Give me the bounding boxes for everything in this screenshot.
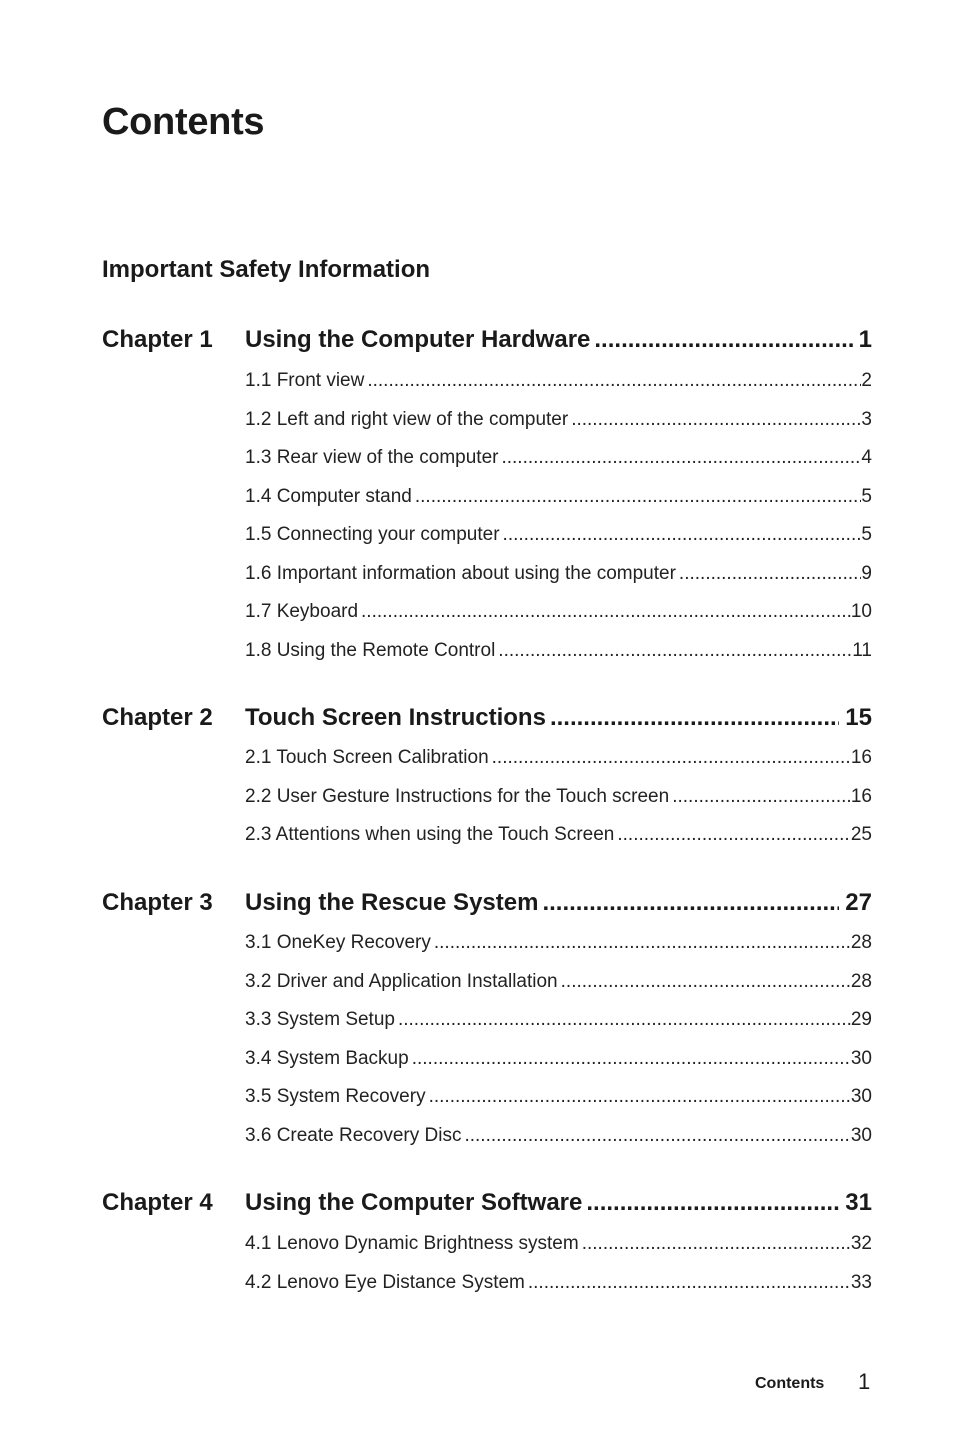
toc-section-entry[interactable] (245, 778, 872, 817)
toc-section-entry[interactable] (245, 739, 872, 778)
dot-leader (586, 1188, 839, 1218)
chapter-title: Touch Screen Instructions (245, 704, 546, 731)
toc-section-entry[interactable] (245, 1040, 872, 1079)
toc-section-entry[interactable] (245, 362, 872, 401)
section-page-number: 2 (861, 370, 872, 391)
toc-section-entry[interactable] (245, 1264, 872, 1303)
section-title: 2.1 Touch Screen Calibration (245, 747, 489, 768)
section-page-number: 30 (850, 1086, 872, 1107)
section-page-number: 10 (850, 601, 872, 622)
section-page-number: 9 (861, 562, 872, 584)
chapter-page-number: 27 (845, 889, 872, 916)
dot-leader (561, 963, 851, 1002)
chapter-title: Using the Computer Software (245, 1189, 583, 1216)
toc-section-entry[interactable] (245, 516, 872, 555)
dot-leader (679, 555, 862, 594)
toc-chapter-entry[interactable] (102, 888, 872, 918)
section-title: 4.2 Lenovo Eye Distance System (245, 1271, 525, 1293)
toc-chapter-entry[interactable] (102, 703, 872, 733)
chapter-title: Using the Rescue System (245, 889, 539, 916)
chapter-page-number: 15 (845, 704, 872, 731)
section-title: 1.8 Using the Remote Control (245, 639, 496, 661)
section-page-number: 3 (861, 408, 872, 430)
dot-leader (542, 888, 839, 918)
section-page-number: 29 (850, 1009, 872, 1030)
toc-chapter-entry[interactable] (102, 1188, 872, 1218)
chapter-page-number: 31 (845, 1189, 872, 1216)
section-title: 3.6 Create Recovery Disc (245, 1124, 462, 1146)
dot-leader (528, 1264, 851, 1303)
section-title: 4.1 Lenovo Dynamic Brightness system (245, 1233, 579, 1254)
chapter-page-number: 1 (858, 326, 872, 353)
toc-entry-safety-information[interactable]: Important Safety Information (102, 256, 431, 283)
section-title: 1.2 Left and right view of the computer (245, 408, 569, 430)
section-title: 3.2 Driver and Application Installation (245, 970, 558, 992)
chapter-block (102, 1188, 872, 1302)
toc-section-entry[interactable] (245, 1078, 872, 1117)
toc-section-entry[interactable] (245, 924, 872, 963)
section-page-number: 28 (850, 970, 872, 992)
toc-section-entry[interactable] (245, 401, 872, 440)
section-title: 1.7 Keyboard (245, 601, 359, 622)
section-title: 3.5 System Recovery (245, 1086, 426, 1107)
section-page-number: 16 (850, 747, 872, 768)
dot-leader (617, 816, 851, 855)
dot-leader (434, 924, 851, 963)
toc-section-entry[interactable] (245, 816, 872, 855)
toc-section-entry[interactable] (245, 439, 872, 478)
toc-section-entry[interactable] (245, 1225, 872, 1264)
chapter-number: Chapter 2 (102, 704, 213, 731)
section-title: 3.3 System Setup (245, 1009, 395, 1030)
section-page-number: 30 (850, 1047, 872, 1069)
chapter-title: Using the Computer Hardware (245, 326, 591, 353)
section-page-number: 25 (850, 824, 872, 845)
toc-chapter-entry[interactable] (102, 325, 872, 355)
footer-section-label: Contents (755, 1375, 825, 1392)
toc-section-entry[interactable] (245, 593, 872, 632)
section-page-number: 5 (861, 485, 872, 507)
section-list (245, 924, 872, 1155)
chapter-block (102, 888, 872, 1155)
section-title: 3.4 System Backup (245, 1047, 409, 1069)
dot-leader (429, 1078, 851, 1117)
toc-section-entry[interactable] (245, 963, 872, 1002)
section-title: 3.1 OneKey Recovery (245, 932, 431, 953)
dot-leader (672, 778, 851, 817)
section-list (245, 362, 872, 670)
toc-section-entry[interactable] (245, 1117, 872, 1156)
section-title: 1.1 Front view (245, 370, 365, 391)
section-page-number: 30 (850, 1124, 872, 1146)
section-page-number: 4 (861, 447, 872, 468)
section-list (245, 1225, 872, 1302)
dot-leader (464, 1117, 850, 1156)
dot-leader (503, 516, 862, 555)
section-page-number: 5 (861, 524, 872, 545)
section-page-number: 11 (852, 639, 872, 661)
section-page-number: 33 (850, 1271, 872, 1293)
toc-section-entry[interactable] (245, 555, 872, 594)
dot-leader (412, 1040, 851, 1079)
section-title: 2.3 Attentions when using the Touch Screen (245, 824, 615, 845)
section-page-number: 16 (850, 785, 872, 807)
dot-leader (398, 1001, 851, 1040)
toc-section-entry[interactable] (245, 632, 872, 671)
dot-leader (550, 703, 839, 733)
chapter-block (102, 703, 872, 855)
dot-leader (367, 362, 861, 401)
footer-page-number: 1 (858, 1369, 871, 1394)
dot-leader (582, 1225, 851, 1264)
dot-leader (361, 593, 851, 632)
dot-leader (501, 439, 861, 478)
chapter-number: Chapter 1 (102, 326, 213, 353)
section-title: 1.6 Important information about using the computer (245, 562, 676, 584)
chapter-number: Chapter 3 (102, 889, 213, 916)
toc-section-entry[interactable] (245, 478, 872, 517)
section-title: 1.3 Rear view of the computer (245, 447, 499, 468)
chapter-block (102, 325, 872, 670)
section-page-number: 28 (850, 932, 872, 953)
dot-leader (594, 325, 852, 355)
chapter-number: Chapter 4 (102, 1189, 213, 1216)
dot-leader (498, 632, 852, 671)
dot-leader (415, 478, 862, 517)
page-title: Contents (102, 101, 265, 143)
section-title: 1.5 Connecting your computer (245, 524, 500, 545)
section-page-number: 32 (850, 1233, 872, 1254)
dot-leader (571, 401, 861, 440)
section-title: 2.2 User Gesture Instructions for the Touch screen (245, 785, 670, 807)
section-title: 1.4 Computer stand (245, 485, 412, 507)
section-list (245, 739, 872, 855)
toc-section-entry[interactable] (245, 1001, 872, 1040)
dot-leader (492, 739, 851, 778)
